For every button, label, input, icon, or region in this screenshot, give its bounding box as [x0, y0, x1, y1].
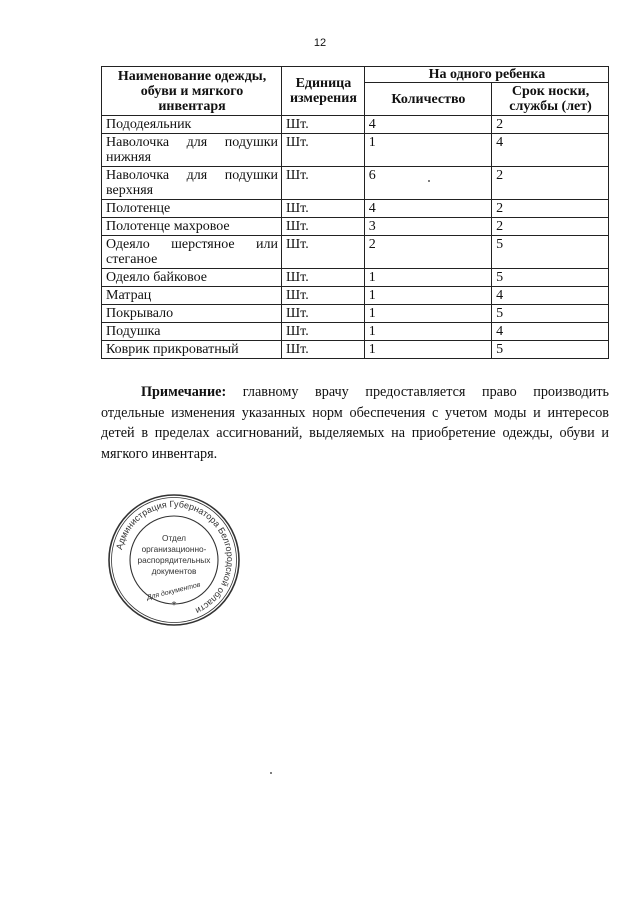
- office-stamp: [106, 492, 242, 628]
- stamp-outer-text: Администрация Губернатора Белгородской области: [114, 498, 236, 617]
- cell-quantity: 1: [364, 323, 491, 341]
- cell-quantity: 6: [364, 167, 491, 200]
- cell-quantity: 2: [364, 236, 491, 269]
- table-row: [102, 200, 609, 218]
- table-row: [102, 287, 609, 305]
- cell-quantity: 1: [364, 341, 491, 359]
- stamp-line-4: документов: [151, 566, 197, 576]
- cell-unit: Шт.: [282, 200, 365, 218]
- cell-quantity: 1: [364, 287, 491, 305]
- stamp-line-1: Отдел: [162, 533, 186, 543]
- table-row: [102, 323, 609, 341]
- cell-unit: Шт.: [282, 218, 365, 236]
- cell-name: Одеяло байковое: [102, 269, 282, 287]
- header-quantity: Количество: [364, 83, 491, 116]
- page-number: 12: [313, 37, 327, 49]
- table-row: [102, 305, 609, 323]
- cell-service-life: 4: [492, 287, 609, 305]
- cell-quantity: 4: [364, 200, 491, 218]
- cell-service-life: 2: [492, 218, 609, 236]
- cell-quantity: 1: [364, 305, 491, 323]
- stamp-line-2: организационно-: [141, 544, 207, 554]
- cell-service-life: 5: [492, 305, 609, 323]
- cell-name: Наволочка для подушки нижняя: [102, 134, 282, 167]
- cell-unit: Шт.: [282, 134, 365, 167]
- table-row: [102, 134, 609, 167]
- cell-name: Коврик прикроватный: [102, 341, 282, 359]
- table-row: [102, 218, 609, 236]
- header-name: Наименование одежды, обуви и мягкого инвентаря: [102, 67, 282, 116]
- cell-unit: Шт.: [282, 236, 365, 269]
- cell-service-life: 5: [492, 236, 609, 269]
- stamp-line-3: распорядительных: [137, 555, 211, 565]
- stamp-seal: [106, 492, 242, 628]
- cell-name: Подушка: [102, 323, 282, 341]
- cell-unit: Шт.: [282, 305, 365, 323]
- cell-name: Полотенце махровое: [102, 218, 282, 236]
- stamp-bottom-text: Для документов: [146, 581, 202, 602]
- cell-name: Наволочка для подушки верхняя: [102, 167, 282, 200]
- cell-quantity: 3: [364, 218, 491, 236]
- header-per-child: На одного ребенка: [364, 67, 608, 83]
- table-row: [102, 269, 609, 287]
- cell-unit: Шт.: [282, 341, 365, 359]
- cell-service-life: 2: [492, 200, 609, 218]
- note-paragraph: [101, 382, 609, 464]
- header-service-life: Срок носки, службы (лет): [492, 83, 609, 116]
- cell-service-life: 4: [492, 134, 609, 167]
- cell-unit: Шт.: [282, 323, 365, 341]
- cell-quantity: 1: [364, 134, 491, 167]
- table-row: [102, 116, 609, 134]
- norms-table: [101, 66, 609, 359]
- scan-speck: [270, 772, 272, 774]
- scan-speck: [428, 180, 430, 182]
- cell-unit: Шт.: [282, 116, 365, 134]
- table-body: [102, 116, 609, 359]
- table-row: [102, 236, 609, 269]
- cell-unit: Шт.: [282, 269, 365, 287]
- cell-service-life: 5: [492, 341, 609, 359]
- cell-name: Покрывало: [102, 305, 282, 323]
- note-text: главному врачу предоставляется право производить отдельные изменения указанных норм обеспечения с учетом моды и интересов детей в пределах ассигнований, выделяемых на приобретение одежды, обуви и мягкого инвентаря.: [101, 384, 609, 462]
- cell-unit: Шт.: [282, 287, 365, 305]
- table-row: [102, 167, 609, 200]
- cell-service-life: 2: [492, 167, 609, 200]
- cell-unit: Шт.: [282, 167, 365, 200]
- table-row: [102, 341, 609, 359]
- cell-name: Одеяло шерстяное или стеганое: [102, 236, 282, 269]
- cell-service-life: 4: [492, 323, 609, 341]
- cell-quantity: 1: [364, 269, 491, 287]
- cell-name: Полотенце: [102, 200, 282, 218]
- cell-name: Пододеяльник: [102, 116, 282, 134]
- cell-quantity: 4: [364, 116, 491, 134]
- stamp-star-icon: *: [171, 600, 177, 611]
- cell-name: Матрац: [102, 287, 282, 305]
- note-label: Примечание:: [141, 384, 227, 400]
- header-unit: Единица измерения: [282, 67, 365, 116]
- cell-service-life: 2: [492, 116, 609, 134]
- cell-service-life: 5: [492, 269, 609, 287]
